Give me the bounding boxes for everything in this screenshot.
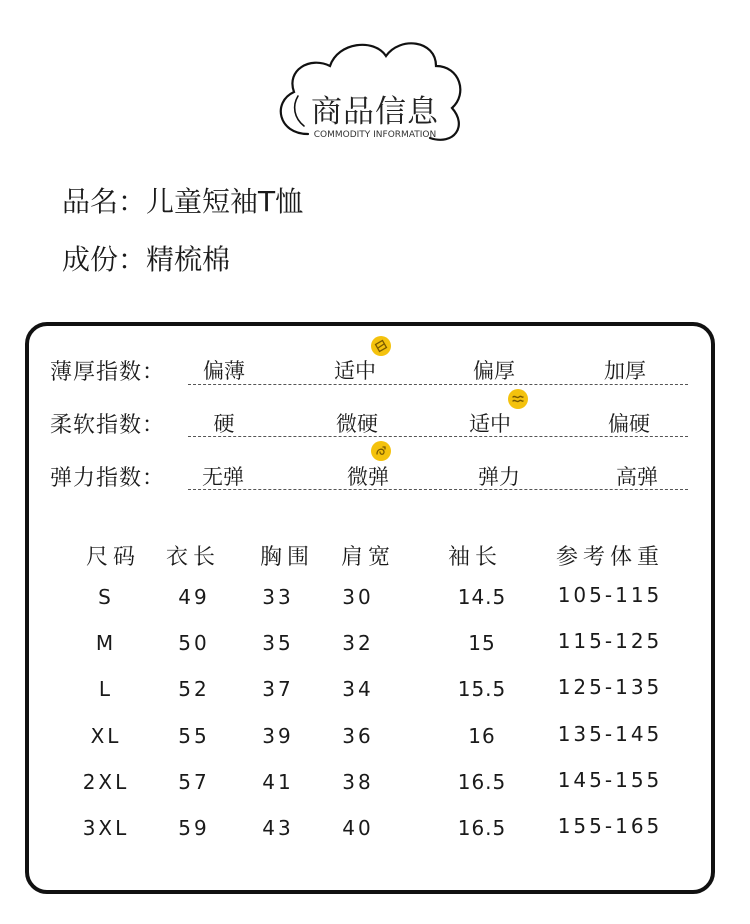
sleeve-cell: 16.5 [457,816,507,840]
chest-cell: 39 [262,724,294,748]
thickness-index-label: 薄厚指数： [50,360,166,385]
softness-option: 适中 [469,412,511,436]
size-header: 尺码 [85,545,140,570]
length-cell: 52 [178,677,210,701]
softness-option: 微硬 [336,412,378,436]
elasticity-option: 弹力 [478,465,520,489]
thickness-option: 加厚 [604,359,646,383]
sleeve-cell: 15.5 [457,677,507,701]
weight-cell: 145-155 [557,768,663,792]
stretch-icon [371,441,391,461]
chest-header: 胸围 [259,545,314,570]
product-material-line [62,238,230,278]
sleeve-header: 袖长 [447,545,502,570]
product-material-label: 成份： [62,243,147,276]
softness-index-label: 柔软指数： [50,413,166,438]
chest-cell: 37 [262,677,294,701]
weight-cell: 125-135 [557,675,663,699]
elasticity-option: 微弹 [347,465,389,489]
chest-cell: 41 [262,770,294,794]
softness-dashed-line [188,436,688,437]
thickness-option: 偏薄 [203,359,245,383]
product-name-value: 儿童短袖T恤 [146,185,304,218]
length-header: 衣长 [165,545,220,570]
softness-option: 偏硬 [608,412,650,436]
shoulder-header: 肩宽 [340,545,395,570]
size-cell: S [98,585,114,609]
length-cell: 57 [178,770,210,794]
weight-cell: 115-125 [557,629,663,653]
softness-option: 硬 [213,412,235,436]
product-material-value: 精梳棉 [146,243,231,276]
shoulder-cell: 32 [342,631,374,655]
elasticity-index-label: 弹力指数： [50,466,166,491]
shoulder-cell: 36 [342,724,374,748]
size-cell: M [95,631,117,655]
shoulder-cell: 34 [342,677,374,701]
weight-header: 参考体重 [555,545,664,570]
chest-cell: 33 [262,585,294,609]
weight-cell: 155-165 [557,814,663,838]
product-name-line [62,180,303,220]
chest-cell: 43 [262,816,294,840]
elasticity-dashed-line [188,489,688,490]
shoulder-cell: 30 [342,585,374,609]
thickness-option: 适中 [334,359,376,383]
size-cell: 3XL [82,816,130,840]
sleeve-cell: 15 [468,631,496,655]
thickness-option: 偏厚 [473,359,515,383]
size-cell: L [98,677,114,701]
fabric-layers-icon [371,336,391,356]
section-title: 商品信息 [311,94,439,130]
sleeve-cell: 16.5 [457,770,507,794]
shoulder-cell: 40 [342,816,374,840]
length-cell: 55 [178,724,210,748]
size-cell: 2XL [82,770,130,794]
length-cell: 59 [178,816,210,840]
size-cell: XL [90,724,122,748]
section-subtitle: COMMODITY INFORMATION [313,130,437,140]
length-cell: 50 [178,631,210,655]
elasticity-option: 高弹 [616,465,658,489]
sleeve-cell: 14.5 [457,585,507,609]
elasticity-option: 无弹 [202,465,244,489]
shoulder-cell: 38 [342,770,374,794]
weight-cell: 135-145 [557,722,663,746]
length-cell: 49 [178,585,210,609]
thickness-dashed-line [188,384,688,385]
weight-cell: 105-115 [557,583,663,607]
chest-cell: 35 [262,631,294,655]
sleeve-cell: 16 [468,724,496,748]
wave-icon [508,389,528,409]
product-name-label: 品名： [62,185,147,218]
